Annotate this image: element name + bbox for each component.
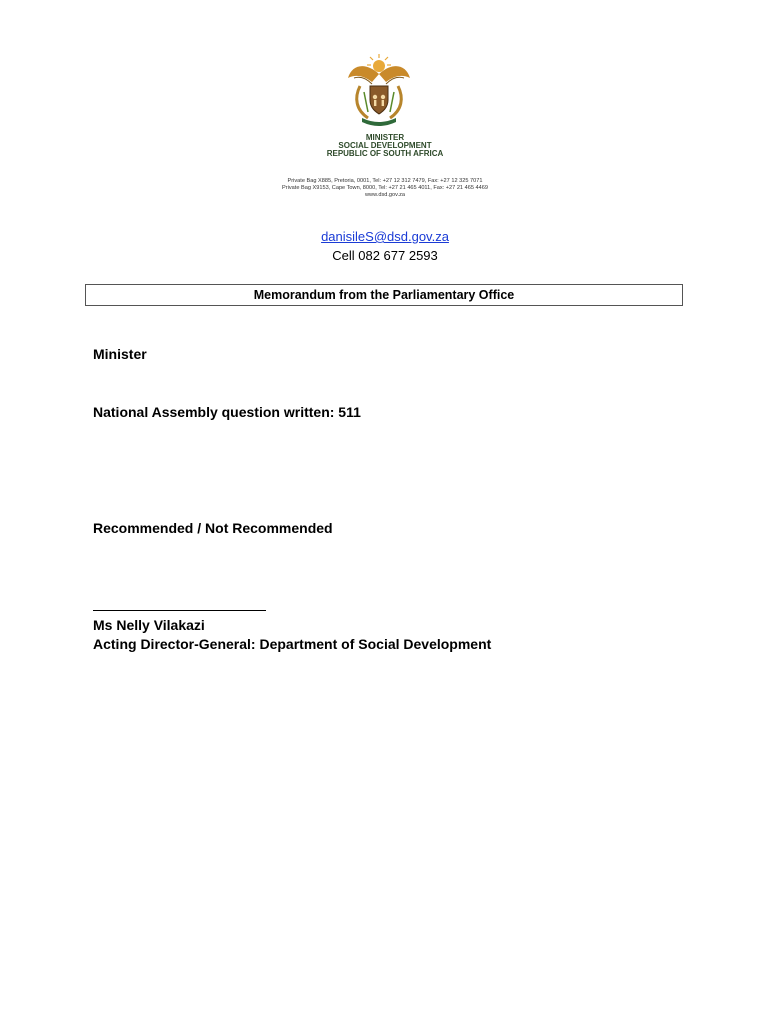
address-line-pretoria: Private Bag X885, Pretoria, 0001, Tel: +27 12 312 7479, Fax: +27 12 325 7071 [287, 178, 483, 184]
address-line-website: www.dsd.gov.za [364, 192, 405, 198]
cell-number: Cell 082 677 2593 [332, 248, 438, 263]
question-reference: National Assembly question written: 511 [93, 404, 361, 420]
address-line-cape-town: Private Bag X9153, Cape Town, 8000, Tel: +27 21 465 4011, Fax: +27 21 465 4469 [282, 185, 488, 191]
addressee: Minister [93, 346, 147, 362]
signatory-name: Ms Nelly Vilakazi [93, 617, 205, 633]
coat-of-arms-icon [346, 52, 412, 128]
email-link[interactable]: danisileS@dsd.gov.za [321, 229, 449, 244]
office-line-country: REPUBLIC OF SOUTH AFRICA [326, 149, 444, 158]
memo-heading: Memorandum from the Parliamentary Office [253, 288, 515, 302]
signature-line [93, 610, 266, 611]
memo-heading-box [85, 284, 683, 306]
signatory-title: Acting Director-General: Department of Social Development [93, 636, 492, 652]
office-line-minister: MINISTER [365, 133, 405, 142]
office-line-department: SOCIAL DEVELOPMENT [338, 141, 432, 150]
recommendation-options: Recommended / Not Recommended [93, 520, 333, 536]
